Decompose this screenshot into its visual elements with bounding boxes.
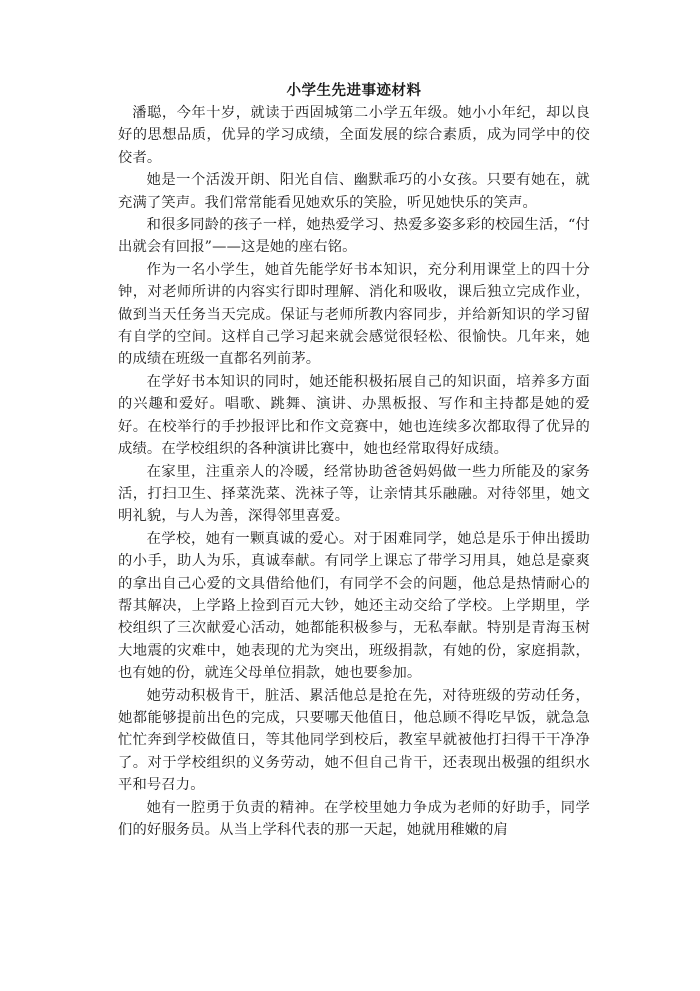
paragraph-labor: 她劳动积极肯干，脏活、累活他总是抢在先，对待班级的劳动任务，她都能够提前出色的完成，只要哪天他值日，他总顾不得吃早饭，就急急忙忙奔到学校做值日，等其他同学到校后，教室早就被他打扫得干干净净了。对于学校组织的义务劳动，她不但自己肯干，还表现出极强的组织水平和号召力。 [118,687,590,794]
paragraph-intro: 潘聪，今年十岁，就读于西固城第二小学五年级。她小小年纪，却以良好的思想品质，优异的学习成绩，全面发展的综合素质，成为同学中的佼佼者。 [118,105,590,166]
paragraph-motto: 和很多同龄的孩子一样，她热爱学习、热爱多姿多彩的校园生活，“付出就会有回报”——这是她的座右铭。 [118,217,590,256]
paragraph-study: 作为一名小学生，她首先能学好书本知识，充分利用课堂上的四十分钟，对老师所讲的内容实行即时理解、消化和吸收，课后独立完成作业，做到当天任务当天完成。保证与老师所教内容同步，并给新知识的学习留有自学的空间。这样自己学习起来就会感觉很轻松、很愉快。几年来，她的成绩在班级一直都名列前茅。 [118,261,590,368]
paragraph-kindness: 在学校，她有一颗真诚的爱心。对于困难同学，她总是乐于伸出援助的小手，助人为乐，真诚奉献。有同学上课忘了带学习用具，她总是豪爽的拿出自己心爱的文具借给他们，有同学不会的问题，他总是热情耐心的帮其解决，上学路上捡到百元大钞，她还主动交给了学校。上学期里，学校组织了三次献爱心活动，她都能积极参与，无私奉献。特别是青海玉树大地震的灾难中，她表现的尤为突出，班级捐款，有她的份，家庭捐款，也有她的份，就连父母单位捐款，她也要参加。 [118,530,590,682]
paragraph-personality: 她是一个活泼开朗、阳光自信、幽默乖巧的小女孩。只要有她在，就充满了笑声。我们常常能看见她欢乐的笑脸，听见她快乐的笑声。 [118,172,590,211]
document-body [118,80,590,841]
paragraph-hobbies: 在学好书本知识的同时，她还能积极拓展自己的知识面，培养多方面的兴趣和爱好。唱歌、跳舞、演讲、办黑板报、写作和主持都是她的爱好。在校举行的手抄报评比和作文竞赛中，她也连续多次都取得了优异的成绩。在学校组织的各种演讲比赛中，她也经常取得好成绩。 [118,373,590,458]
paragraph-responsibility: 她有一腔勇于负责的精神。在学校里她力争成为老师的好助手，同学们的好服务员。从当上学科代表的那一天起，她就用稚嫩的肩 [118,799,590,838]
paragraph-home: 在家里，注重亲人的冷暖，经常协助爸爸妈妈做一些力所能及的家务活，打扫卫生、择菜洗菜、洗袜子等，让亲情其乐融融。对待邻里，她文明礼貌，与人为善，深得邻里喜爱。 [118,463,590,525]
document-title: 小学生先进事迹材料 [286,83,422,99]
